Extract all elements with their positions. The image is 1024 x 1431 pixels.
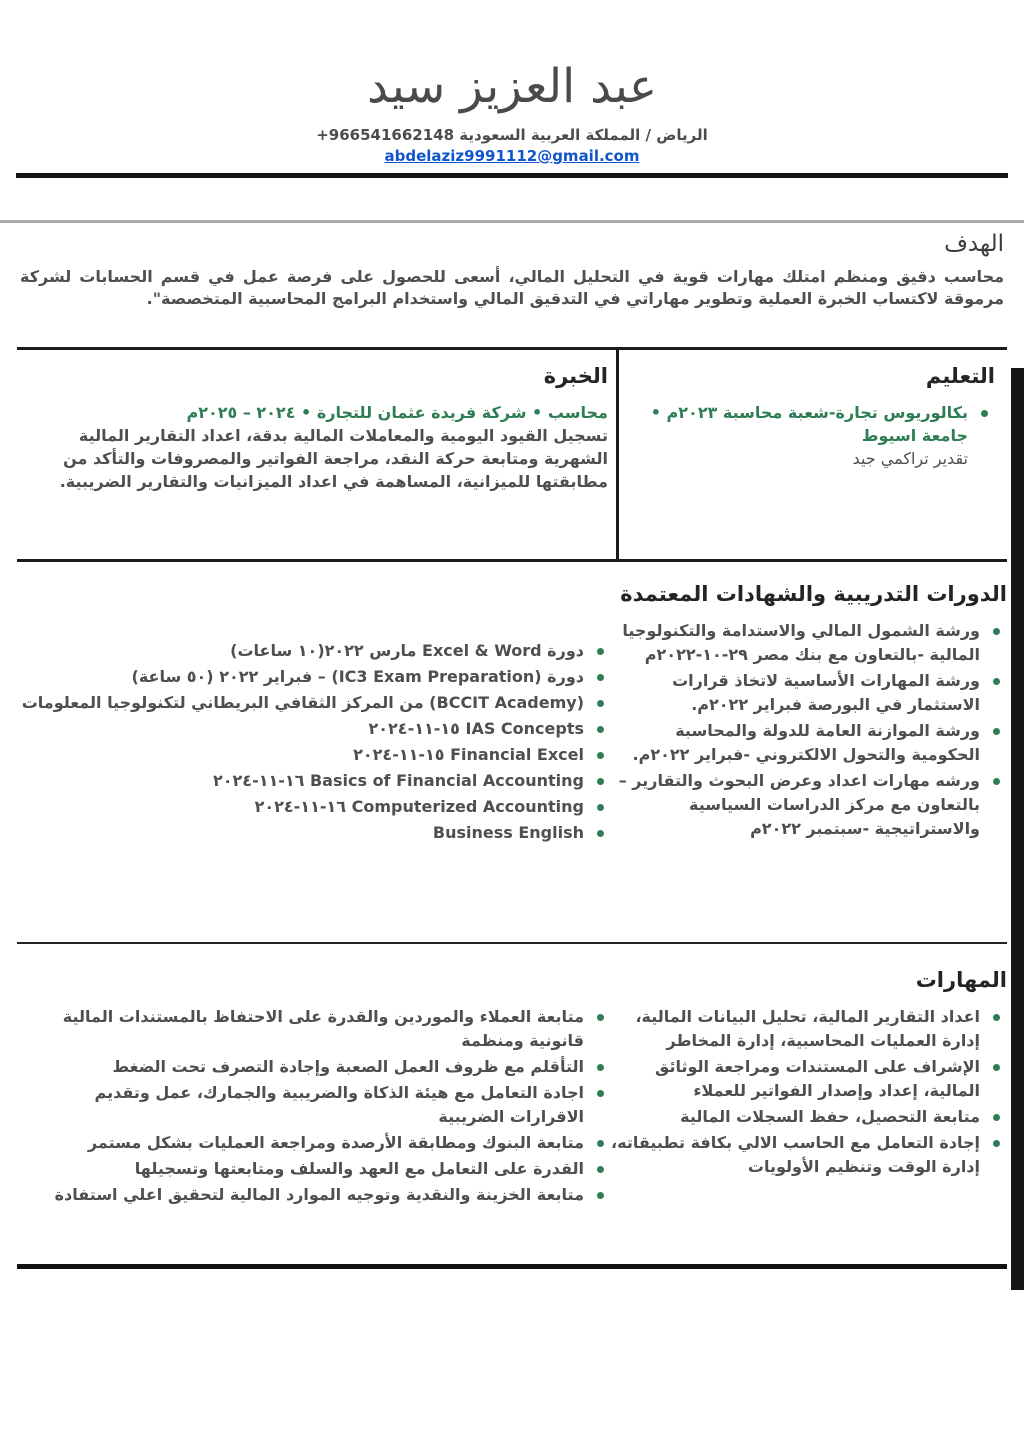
list-item: متابعة العملاء والموردين والقدرة على الاحتفاظ بالمستندات المالية قانونية ومنظمة bbox=[17, 1005, 611, 1053]
education-list bbox=[627, 401, 995, 470]
education-grade: تقدير تراكمي جيد bbox=[852, 449, 968, 468]
list-item: الإشراف على المستندات ومراجعة الوثائق المالية، إعداد وإصدار الفواتير للعملاء bbox=[611, 1055, 1007, 1103]
list-item: اعداد التقارير المالية، تحليل البيانات المالية، إدارة العمليات المحاسبية، إدارة المخاطر bbox=[611, 1005, 1007, 1053]
list-item: متابعة البنوك ومطابقة الأرصدة ومراجعة العمليات بشكل مستمر bbox=[17, 1131, 611, 1155]
list-item: دورة (IC3 Exam Preparation) – فبراير ٢٠٢٢ (٥٠ ساعة) bbox=[17, 665, 611, 689]
resume-header bbox=[0, 0, 1024, 165]
list-item: ورشة المهارات الأساسية لاتخاذ قرارات الاستثمار في البورصة فبراير ٢٠٢٢م. bbox=[611, 669, 1007, 717]
experience-title: محاسب • شركة فريدة عثمان للتجارة • ٢٠٢٤ – ٢٠٢٥م bbox=[186, 403, 608, 422]
objective-heading: الهدف bbox=[944, 231, 1004, 257]
experience-education-table bbox=[17, 347, 1007, 562]
email-line bbox=[0, 147, 1024, 165]
certifications-heading: الدورات التدريبية والشهادات المعتمدة bbox=[620, 582, 1007, 606]
location-phone: الرياض / المملكة العربية السعودية 966541662148+ bbox=[316, 126, 708, 144]
candidate-name: عبد العزيز سيد bbox=[366, 59, 657, 114]
certifications-columns bbox=[17, 619, 1007, 847]
list-item: ورشه مهارات اعداد وعرض البحوث والتقارير – بالتعاون مع مركز الدراسات السياسية والاستراتيجية -سبتمبر ٢٠٢٢م bbox=[611, 769, 1007, 841]
skills-columns bbox=[17, 1005, 1007, 1209]
experience-cell bbox=[17, 350, 616, 559]
header-divider-line bbox=[16, 173, 1008, 178]
experience-heading: الخبرة bbox=[543, 364, 608, 388]
list-item: متابعة التحصيل، حفظ السجلات المالية bbox=[611, 1105, 1007, 1129]
email-link[interactable]: abdelaziz9991112@gmail.com bbox=[384, 147, 640, 165]
certifications-section bbox=[17, 562, 1007, 942]
list-item: Business English bbox=[17, 821, 611, 845]
list-item: التأقلم مع ظروف العمل الصعبة وإجادة التصرف تحت الضغط bbox=[17, 1055, 611, 1079]
list-item: دورة Excel & Word مارس ٢٠٢٢(١٠ ساعات) bbox=[17, 639, 611, 663]
education-cell bbox=[616, 350, 1007, 559]
skills-section bbox=[17, 942, 1007, 1269]
list-item: ورشة الشمول المالي والاستدامة والتكنولوجيا المالية -بالتعاون مع بنك مصر ٢٩-١٠-٢٠٢٢م bbox=[611, 619, 1007, 667]
education-item bbox=[627, 401, 995, 470]
education-heading: التعليم bbox=[925, 364, 995, 388]
list-item: إجادة التعامل مع الحاسب الالي بكافة تطبيقاته، إدارة الوقت وتنظيم الأولويات bbox=[611, 1131, 1007, 1179]
skills-right-column bbox=[611, 1005, 1007, 1181]
certifications-left-column bbox=[17, 619, 611, 847]
list-item: القدرة على التعامل مع العهد والسلف ومتابعتها وتسجيلها bbox=[17, 1157, 611, 1181]
page-edge-bar bbox=[1011, 368, 1024, 1290]
list-item: اجادة التعامل مع هيئة الذكاة والضريبية والجمارك، عمل وتقديم الاقرارات الضريبية bbox=[17, 1081, 611, 1129]
skills-left-column bbox=[17, 1005, 611, 1209]
certifications-right-column bbox=[611, 619, 1007, 843]
education-degree: بكالوريوس تجارة-شعبة محاسبة ٢٠٢٣م • جامعة اسيوط bbox=[650, 403, 968, 445]
experience-description: تسجيل القيود اليومية والمعاملات المالية بدقة، اعداد التقارير المالية الشهرية ومتابعة حركة النقد، مراجعة الفواتير والمصروفات والتأكد من مطابقتها للميزانية، المساهمة في اعداد الميزانيات والتقارير الضريبية. bbox=[59, 426, 608, 491]
objective-section bbox=[0, 223, 1024, 345]
list-item: Computerized Accounting ١٦-١١-٢٠٢٤ bbox=[17, 795, 611, 819]
skills-heading: المهارات bbox=[915, 968, 1007, 992]
list-item: Basics of Financial Accounting ١٦-١١-٢٠٢٤ bbox=[17, 769, 611, 793]
objective-text: محاسب دقيق ومنظم امتلك مهارات قوية في التحليل المالي، أسعى للحصول على فرصة عمل في قسم الحسابات لشركة مرموقة لاكتساب الخبرة العملية وتطوير مهاراتي في التدقيق المالي واستخدام البرامج المحاسبية المتخصصة". bbox=[20, 267, 1004, 308]
list-item: ورشة الموازنة العامة للدولة والمحاسبة الحكومية والتحول الالكتروني -فبراير ٢٠٢٢م. bbox=[611, 719, 1007, 767]
list-item: Financial Excel ١٥-١١-٢٠٢٤ bbox=[17, 743, 611, 767]
list-item: IAS Concepts ١٥-١١-٢٠٢٤ bbox=[17, 717, 611, 741]
list-item: متابعة الخزينة والنقدية وتوجيه الموارد المالية لتحقيق اعلي استفادة bbox=[17, 1183, 611, 1207]
list-item: (BCCIT Academy) من المركز الثقافي البريطاني لتكنولوجيا المعلومات bbox=[17, 691, 611, 715]
